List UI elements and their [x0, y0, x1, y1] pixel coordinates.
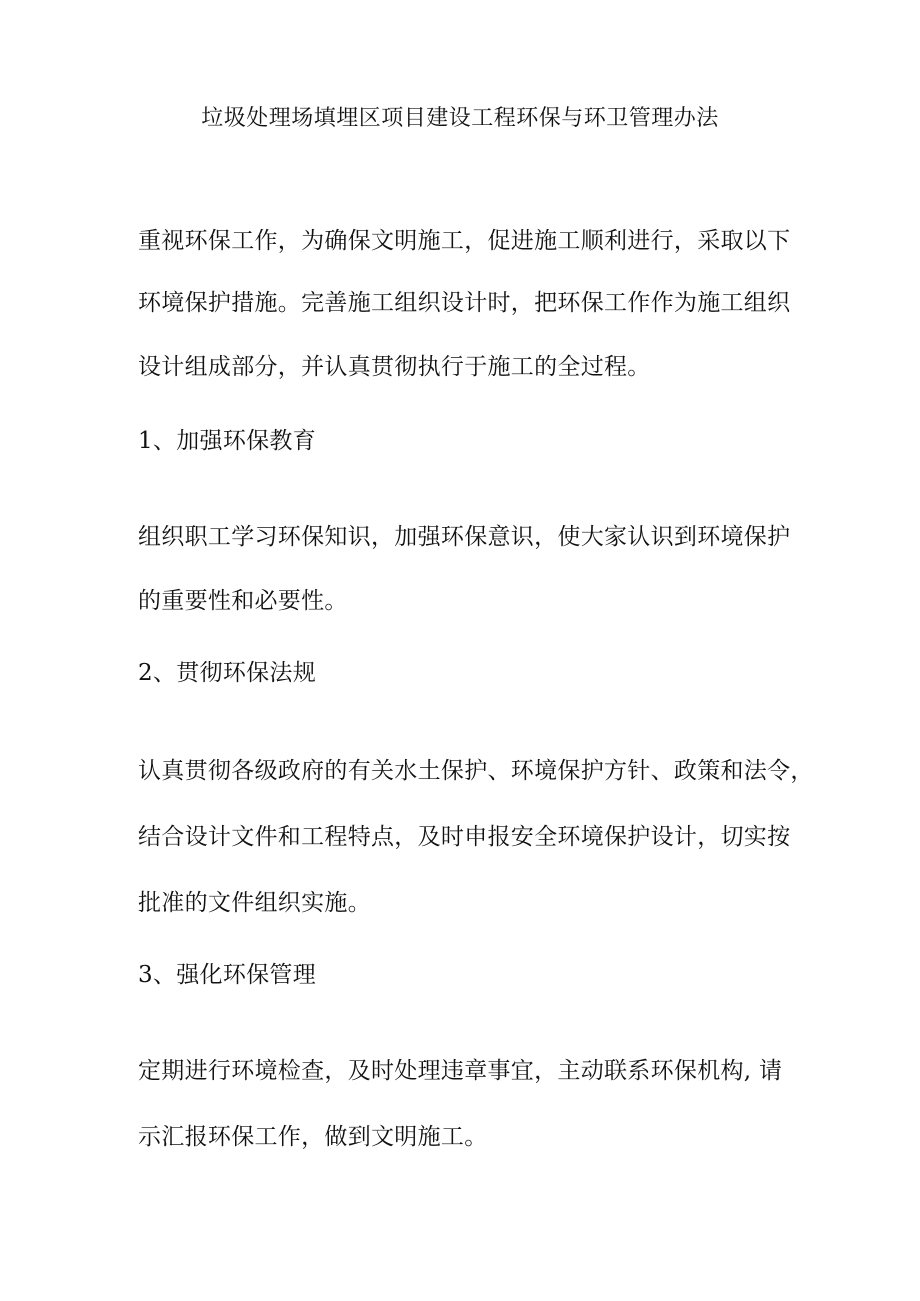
- section-2-line-2: 结合设计文件和工程特点，及时申报安全环境保护设计，切实按: [138, 824, 791, 850]
- document-title: 垃圾处理场填埋区项目建设工程环保与环卫管理办法: [201, 106, 719, 131]
- section-2-heading: 2、贯彻环保法规: [138, 660, 317, 686]
- intro-line-3: 设计组成部分，并认真贯彻执行于施工的全过程。: [138, 354, 651, 380]
- section-2-line-3: 批准的文件组织实施。: [138, 890, 371, 916]
- intro-line-2: 环境保护措施。完善施工组织设计时，把环保工作作为施工组织: [138, 290, 791, 316]
- section-3-heading: 3、强化环保管理: [138, 962, 317, 988]
- intro-line-1: 重视环保工作，为确保文明施工，促进施工顺利进行，采取以下: [138, 228, 791, 254]
- section-1-line-1: 组织职工学习环保知识，加强环保意识，使大家认识到环境保护: [138, 524, 791, 550]
- section-2-line-1: 认真贯彻各级政府的有关水土保护、环境保护方针、政策和法令，: [138, 758, 814, 784]
- section-1-line-2: 的重要性和必要性。: [138, 588, 348, 614]
- section-1-heading: 1、加强环保教育: [138, 428, 317, 454]
- section-3-line-2: 示汇报环保工作，做到文明施工。: [138, 1124, 488, 1150]
- section-3-line-1: 定期进行环境检查，及时处理违章事宜，主动联系环保机构, 请: [138, 1058, 783, 1084]
